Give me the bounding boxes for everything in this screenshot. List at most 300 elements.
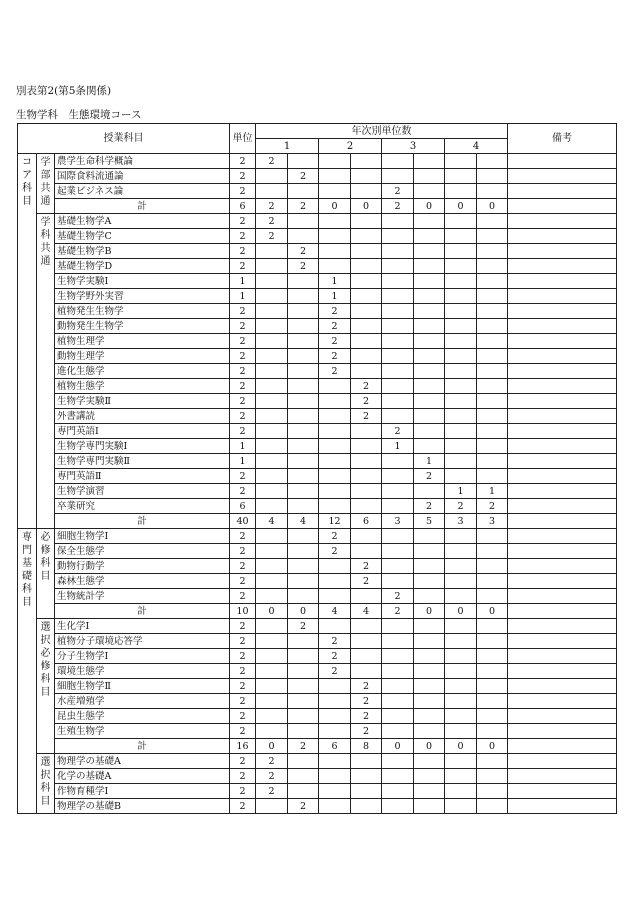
year-credit-cell: 2: [256, 214, 288, 229]
year-credit-cell: [351, 424, 382, 439]
year-credit-cell: [288, 649, 319, 664]
credits-cell: 2: [230, 319, 256, 334]
credits-cell: 2: [230, 409, 256, 424]
remarks-cell: [508, 694, 617, 709]
group-label-char: 専: [22, 532, 32, 543]
year-credit-cell: [477, 229, 508, 244]
remarks-cell: [508, 619, 617, 634]
subgroup-label-char: 科: [40, 230, 51, 241]
year-credit-cell: [288, 229, 319, 244]
year-credit-cell: [414, 784, 445, 799]
subject-name: 起業ビジネス論: [55, 184, 230, 199]
year-credit-cell: [288, 529, 319, 544]
year-credit-cell: [319, 424, 351, 439]
credits-cell: 2: [230, 529, 256, 544]
year-credit-cell: [288, 334, 319, 349]
credits-cell: 2: [230, 469, 256, 484]
year-credit-cell: [445, 169, 477, 184]
credits-cell: 2: [230, 214, 256, 229]
remarks-cell: [508, 184, 617, 199]
remarks-cell: [508, 649, 617, 664]
year-credit-cell: [477, 409, 508, 424]
year-credit-cell: [319, 769, 351, 784]
header-row: [18, 124, 617, 139]
credits-cell: 2: [230, 694, 256, 709]
group-label-char: コ: [22, 157, 32, 168]
remarks-cell: [508, 589, 617, 604]
year-credit-cell: [288, 274, 319, 289]
table-row: [18, 634, 617, 649]
year-credit-cell: [477, 454, 508, 469]
year-credit-cell: [477, 319, 508, 334]
year-credit-cell: [288, 754, 319, 769]
year-credit-cell: 0: [445, 739, 477, 754]
year-credit-cell: [319, 244, 351, 259]
year-credit-cell: 2: [477, 499, 508, 514]
table-row: [18, 619, 617, 634]
year-credit-cell: [414, 259, 445, 274]
year-credit-cell: [477, 679, 508, 694]
year-credit-cell: [477, 349, 508, 364]
year-credit-cell: [382, 244, 414, 259]
subject-name: 基礎生物学D: [55, 259, 230, 274]
year-1-header: 1: [256, 139, 319, 154]
year-credit-cell: [288, 574, 319, 589]
year-credit-cell: [382, 664, 414, 679]
year-credit-cell: [351, 334, 382, 349]
year-credit-cell: [351, 364, 382, 379]
year-credit-cell: [319, 484, 351, 499]
subgroup-label-char: 学: [40, 217, 51, 228]
year-credit-cell: [382, 649, 414, 664]
year-credit-cell: 2: [351, 574, 382, 589]
table-row: [18, 304, 617, 319]
subject-name: 生物学演習: [55, 484, 230, 499]
year-credit-cell: [288, 589, 319, 604]
credits-cell: 40: [230, 514, 256, 529]
remarks-cell: [508, 289, 617, 304]
year-credit-cell: [477, 754, 508, 769]
year-credit-cell: [256, 469, 288, 484]
subject-name: 動物生理学: [55, 349, 230, 364]
year-credit-cell: [445, 154, 477, 169]
remarks-cell: [508, 514, 617, 529]
year-credit-cell: [477, 769, 508, 784]
remarks-header: 備考: [508, 124, 617, 154]
year-credit-cell: [288, 214, 319, 229]
subject-name: 国際食料流通論: [55, 169, 230, 184]
remarks-cell: [508, 799, 617, 814]
table-caption: 別表第2(第5条関係): [16, 85, 112, 97]
year-credit-cell: [256, 424, 288, 439]
year-credit-cell: [414, 244, 445, 259]
year-credit-cell: 6: [351, 514, 382, 529]
subject-name: 分子生物学Ⅰ: [55, 649, 230, 664]
year-credit-cell: [382, 694, 414, 709]
subject-name: 基礎生物学A: [55, 214, 230, 229]
year-credit-cell: [351, 229, 382, 244]
year-credit-cell: [382, 304, 414, 319]
year-credit-cell: [288, 439, 319, 454]
year-credit-cell: [256, 694, 288, 709]
year-credit-cell: [319, 469, 351, 484]
remarks-cell: [508, 469, 617, 484]
year-credit-cell: [319, 379, 351, 394]
year-credit-cell: 4: [256, 514, 288, 529]
subject-name: 植物発生生物学: [55, 304, 230, 319]
year-credit-cell: [382, 634, 414, 649]
subject-name: 細胞生物学Ⅰ: [55, 529, 230, 544]
table-row: [18, 454, 617, 469]
credits-cell: 2: [230, 244, 256, 259]
year-credit-cell: [256, 394, 288, 409]
remarks-cell: [508, 274, 617, 289]
subject-name: 生物学実験Ⅰ: [55, 274, 230, 289]
remarks-cell: [508, 769, 617, 784]
year-credit-cell: [319, 754, 351, 769]
credits-cell: 1: [230, 274, 256, 289]
year-credit-cell: 0: [288, 604, 319, 619]
year-credit-cell: [319, 154, 351, 169]
subject-name: 専門英語Ⅰ: [55, 424, 230, 439]
subject-name: 植物分子環境応答学: [55, 634, 230, 649]
subject-name: 植物生理学: [55, 334, 230, 349]
credits-cell: 1: [230, 439, 256, 454]
year-credit-cell: [414, 694, 445, 709]
credits-cell: 2: [230, 799, 256, 814]
year-credit-cell: [445, 544, 477, 559]
credits-cell: 2: [230, 394, 256, 409]
year-credit-cell: 0: [414, 604, 445, 619]
table-row: [18, 439, 617, 454]
year-credit-cell: [256, 679, 288, 694]
subtotal-label: 計: [55, 514, 230, 529]
table-row: [18, 694, 617, 709]
year-credit-cell: [445, 559, 477, 574]
remarks-cell: [508, 739, 617, 754]
table-row: [18, 214, 617, 229]
year-credit-cell: [256, 559, 288, 574]
year-credit-cell: 2: [351, 709, 382, 724]
year-credit-cell: [445, 589, 477, 604]
year-credit-cell: [445, 574, 477, 589]
year-credit-cell: [382, 784, 414, 799]
subgroup-label-char: 必: [40, 532, 51, 543]
table-row: [18, 409, 617, 424]
year-credit-cell: [351, 289, 382, 304]
year-credit-cell: [256, 289, 288, 304]
year-credit-cell: [288, 709, 319, 724]
year-credit-cell: [414, 559, 445, 574]
year-credit-cell: [319, 214, 351, 229]
year-credit-cell: [477, 304, 508, 319]
subject-name: 動物発生生物学: [55, 319, 230, 334]
year-credit-cell: [414, 724, 445, 739]
year-credit-cell: [414, 184, 445, 199]
year-credit-cell: [351, 259, 382, 274]
year-credit-cell: [382, 229, 414, 244]
year-credit-cell: 2: [319, 319, 351, 334]
year-credit-cell: 0: [382, 739, 414, 754]
credits-cell: 2: [230, 379, 256, 394]
subject-name: 化学の基礎A: [55, 769, 230, 784]
subject-name: 昆虫生態学: [55, 709, 230, 724]
year-credit-cell: [477, 244, 508, 259]
year-credit-cell: [382, 334, 414, 349]
year-credit-cell: [382, 409, 414, 424]
credits-cell: 2: [230, 649, 256, 664]
year-credit-cell: 2: [351, 679, 382, 694]
group-label-char: 科: [22, 183, 32, 194]
year-credit-cell: 3: [382, 514, 414, 529]
remarks-cell: [508, 664, 617, 679]
credits-cell: 2: [230, 709, 256, 724]
subject-name: 生化学Ⅰ: [55, 619, 230, 634]
year-credit-cell: [288, 784, 319, 799]
remarks-cell: [508, 154, 617, 169]
year-credit-cell: [477, 589, 508, 604]
credits-cell: 16: [230, 739, 256, 754]
year-credit-cell: [414, 484, 445, 499]
year-3-header: 3: [382, 139, 445, 154]
credits-cell: 2: [230, 724, 256, 739]
year-credit-cell: [351, 454, 382, 469]
year-credit-cell: 2: [351, 724, 382, 739]
subgroup-label-char: 科: [40, 783, 51, 794]
subgroup-label-char: 修: [40, 545, 51, 556]
year-credit-cell: [256, 364, 288, 379]
subject-name: 環境生態学: [55, 664, 230, 679]
year-credit-cell: [382, 799, 414, 814]
remarks-cell: [508, 424, 617, 439]
year-4-header: 4: [445, 139, 508, 154]
year-credit-cell: 2: [288, 619, 319, 634]
year-credit-cell: [256, 649, 288, 664]
year-credit-cell: [445, 274, 477, 289]
year-credit-cell: [445, 409, 477, 424]
table-row: [18, 544, 617, 559]
credits-cell: 2: [230, 769, 256, 784]
year-credit-cell: [477, 334, 508, 349]
year-credit-cell: 1: [414, 454, 445, 469]
year-credit-cell: [382, 499, 414, 514]
year-credit-cell: [256, 574, 288, 589]
table-row: [18, 574, 617, 589]
year-credit-cell: 0: [256, 604, 288, 619]
table-row: [18, 724, 617, 739]
year-credit-cell: [477, 634, 508, 649]
year-credit-cell: [414, 679, 445, 694]
year-credit-cell: [477, 364, 508, 379]
credits-cell: 2: [230, 619, 256, 634]
subgroup-label-char: 択: [40, 770, 51, 781]
year-credit-cell: [351, 244, 382, 259]
year-credit-cell: [319, 184, 351, 199]
credits-cell: 2: [230, 574, 256, 589]
year-credit-cell: [445, 349, 477, 364]
year-credit-cell: [445, 334, 477, 349]
year-credit-cell: 2: [351, 409, 382, 424]
year-credit-cell: 2: [256, 784, 288, 799]
year-credit-cell: [414, 154, 445, 169]
year-credit-cell: [477, 649, 508, 664]
credits-header: 単位: [230, 124, 256, 154]
year-credit-cell: [382, 679, 414, 694]
table-row: [18, 349, 617, 364]
remarks-cell: [508, 379, 617, 394]
table-row: [18, 229, 617, 244]
year-credit-cell: [477, 784, 508, 799]
year-credit-cell: 2: [288, 799, 319, 814]
credits-cell: 2: [230, 544, 256, 559]
remarks-cell: [508, 304, 617, 319]
year-credit-cell: [288, 469, 319, 484]
year-credit-cell: [382, 619, 414, 634]
year-credit-cell: 2: [351, 559, 382, 574]
year-credit-cell: [382, 574, 414, 589]
year-credit-cell: [445, 469, 477, 484]
year-credit-cell: [256, 634, 288, 649]
year-credit-cell: [445, 379, 477, 394]
year-credit-cell: 2: [256, 229, 288, 244]
year-credit-cell: [288, 379, 319, 394]
remarks-cell: [508, 319, 617, 334]
year-credit-cell: 0: [256, 739, 288, 754]
year-credit-cell: 2: [382, 424, 414, 439]
year-credit-cell: [382, 484, 414, 499]
subject-name: 農学生命科学概論: [55, 154, 230, 169]
year-credit-cell: 12: [319, 514, 351, 529]
year-credit-cell: [351, 799, 382, 814]
year-credit-cell: [445, 214, 477, 229]
credits-cell: 2: [230, 169, 256, 184]
subgroup-label-char: 部: [40, 170, 51, 181]
year-credit-cell: [256, 184, 288, 199]
year-credit-cell: [382, 469, 414, 484]
subject-name: 生物学野外実習: [55, 289, 230, 304]
year-credit-cell: [351, 349, 382, 364]
subject-name: 細胞生物学Ⅱ: [55, 679, 230, 694]
year-credit-cell: [256, 274, 288, 289]
year-credit-cell: 2: [288, 259, 319, 274]
year-credit-cell: [351, 619, 382, 634]
remarks-cell: [508, 229, 617, 244]
remarks-cell: [508, 784, 617, 799]
remarks-cell: [508, 334, 617, 349]
year-credit-cell: 2: [351, 394, 382, 409]
year-credit-cell: [256, 334, 288, 349]
remarks-cell: [508, 169, 617, 184]
year-credit-cell: [256, 664, 288, 679]
subgroup-label-char: 学: [40, 157, 51, 168]
subject-name: 生物統計学: [55, 589, 230, 604]
year-credit-cell: [256, 529, 288, 544]
year-credit-cell: [288, 544, 319, 559]
year-credit-cell: [288, 409, 319, 424]
credits-cell: 2: [230, 229, 256, 244]
credits-cell: 2: [230, 784, 256, 799]
year-credit-cell: [445, 529, 477, 544]
year-credit-cell: [445, 304, 477, 319]
year-credit-cell: [351, 169, 382, 184]
subgroup-label-char: 共: [40, 243, 51, 254]
subgroup-label-char: 目: [40, 687, 51, 698]
year-credit-cell: 1: [477, 484, 508, 499]
year-credit-cell: [414, 589, 445, 604]
year-credit-cell: [382, 319, 414, 334]
remarks-cell: [508, 499, 617, 514]
year-credit-cell: [351, 304, 382, 319]
year-credit-cell: [351, 439, 382, 454]
credits-cell: 2: [230, 754, 256, 769]
year-credit-cell: [414, 319, 445, 334]
year-credit-cell: [382, 559, 414, 574]
year-credit-cell: [414, 304, 445, 319]
year-credit-cell: [319, 394, 351, 409]
year-credit-cell: 2: [351, 379, 382, 394]
credits-cell: 2: [230, 664, 256, 679]
table-row: [18, 499, 617, 514]
year-credit-cell: 2: [256, 154, 288, 169]
year-credit-cell: 0: [477, 739, 508, 754]
group-label-char: 目: [22, 196, 32, 207]
year-credit-cell: [382, 769, 414, 784]
subject-name: 動物行動学: [55, 559, 230, 574]
year-credit-cell: 0: [351, 199, 382, 214]
year-credit-cell: [256, 724, 288, 739]
year-credit-cell: 8: [351, 739, 382, 754]
curriculum-table: [17, 123, 617, 814]
year-credit-cell: [414, 634, 445, 649]
year-credit-cell: [382, 529, 414, 544]
table-row: [18, 394, 617, 409]
year-credit-cell: 2: [319, 364, 351, 379]
year-credit-cell: 0: [445, 199, 477, 214]
year-credit-cell: 2: [256, 754, 288, 769]
subject-name: 保全生態学: [55, 544, 230, 559]
year-credit-cell: [351, 469, 382, 484]
year-credit-cell: [288, 724, 319, 739]
year-credit-cell: 2: [445, 499, 477, 514]
year-credit-cell: [351, 634, 382, 649]
remarks-cell: [508, 484, 617, 499]
subgroup-label-char: 科: [40, 558, 51, 569]
year-credit-cell: [445, 289, 477, 304]
year-credit-cell: [319, 169, 351, 184]
year-credit-cell: [445, 634, 477, 649]
year-credit-cell: 2: [288, 169, 319, 184]
subgroup-label-char: 必: [40, 648, 51, 659]
year-credit-cell: 1: [382, 439, 414, 454]
subgroup-label: [37, 214, 55, 529]
table-row: [18, 649, 617, 664]
year-credit-cell: [445, 724, 477, 739]
table-row: [18, 559, 617, 574]
year-credit-cell: [445, 664, 477, 679]
credits-cell: 2: [230, 184, 256, 199]
credits-cell: 2: [230, 424, 256, 439]
year-credit-cell: [319, 694, 351, 709]
year-credit-cell: [477, 529, 508, 544]
year-credit-cell: [414, 274, 445, 289]
year-credit-cell: 2: [351, 694, 382, 709]
remarks-cell: [508, 199, 617, 214]
year-credit-cell: [445, 229, 477, 244]
subtotal-label: 計: [55, 604, 230, 619]
subject-name: 生物学専門実験Ⅰ: [55, 439, 230, 454]
year-credit-cell: [382, 394, 414, 409]
year-credit-cell: 4: [288, 514, 319, 529]
